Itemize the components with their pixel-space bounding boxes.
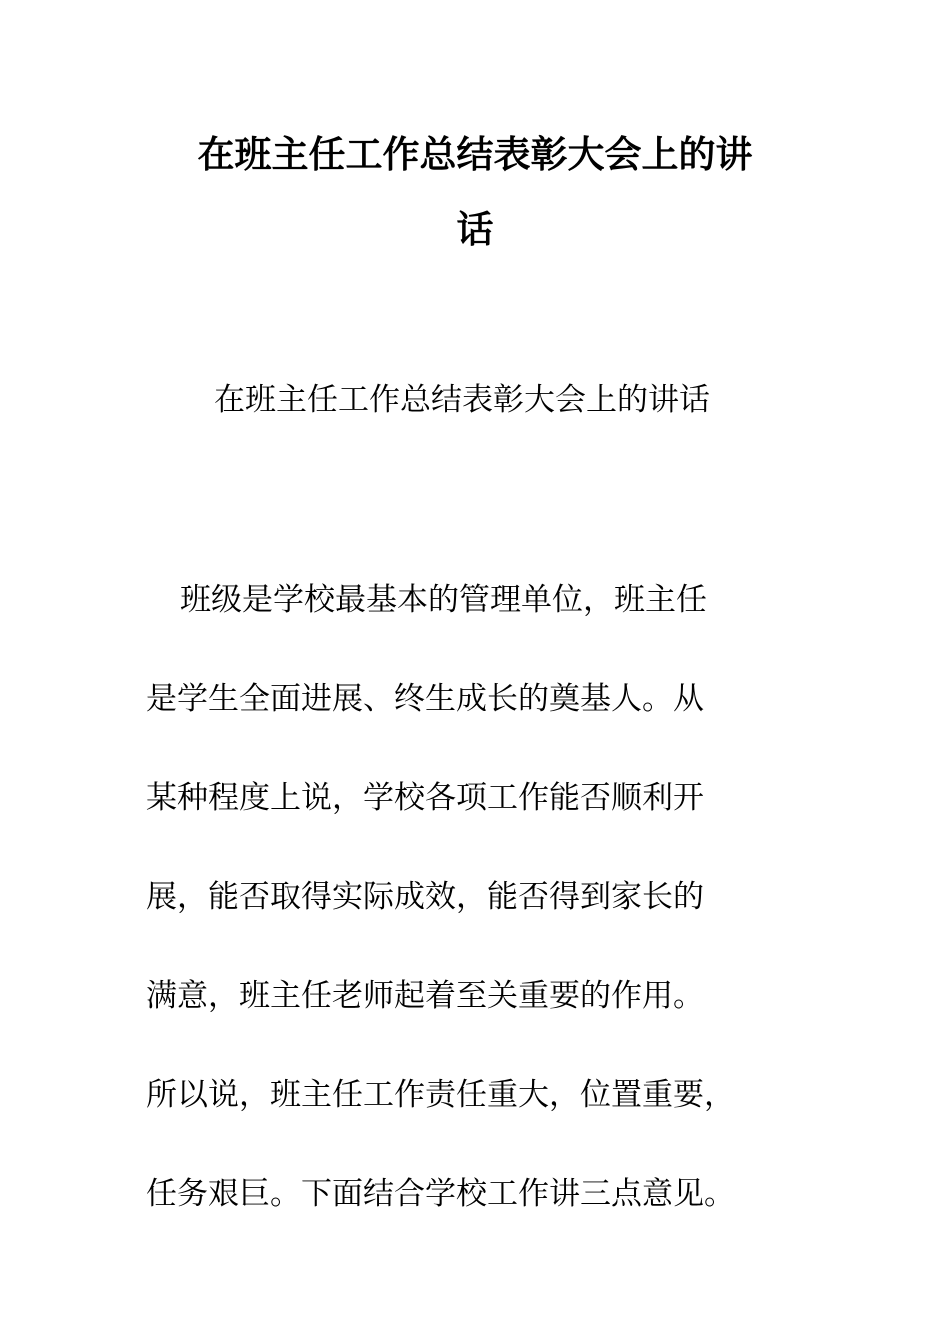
document-subtitle: 在班主任工作总结表彰大会上的讲话 xyxy=(214,382,710,418)
paragraph-line-4: 展，能否取得实际成效，能否得到家长的 xyxy=(146,879,704,915)
paragraph-line-2: 是学生全面进展、终生成长的奠基人。从 xyxy=(146,681,704,717)
document-title-line-2: 话 xyxy=(456,208,494,251)
paragraph-line-3: 某种程度上说，学校各项工作能否顺利开 xyxy=(146,780,704,816)
paragraph-line-5: 满意，班主任老师起着至关重要的作用。 xyxy=(146,978,704,1014)
paragraph-line-1: 班级是学校最基本的管理单位，班主任 xyxy=(180,582,707,618)
paragraph-line-7: 任务艰巨。下面结合学校工作讲三点意见。 xyxy=(146,1176,735,1212)
document-title-line-1: 在班主任工作总结表彰大会上的讲 xyxy=(197,133,753,176)
paragraph-line-6: 所以说，班主任工作责任重大，位置重要， xyxy=(146,1077,735,1113)
